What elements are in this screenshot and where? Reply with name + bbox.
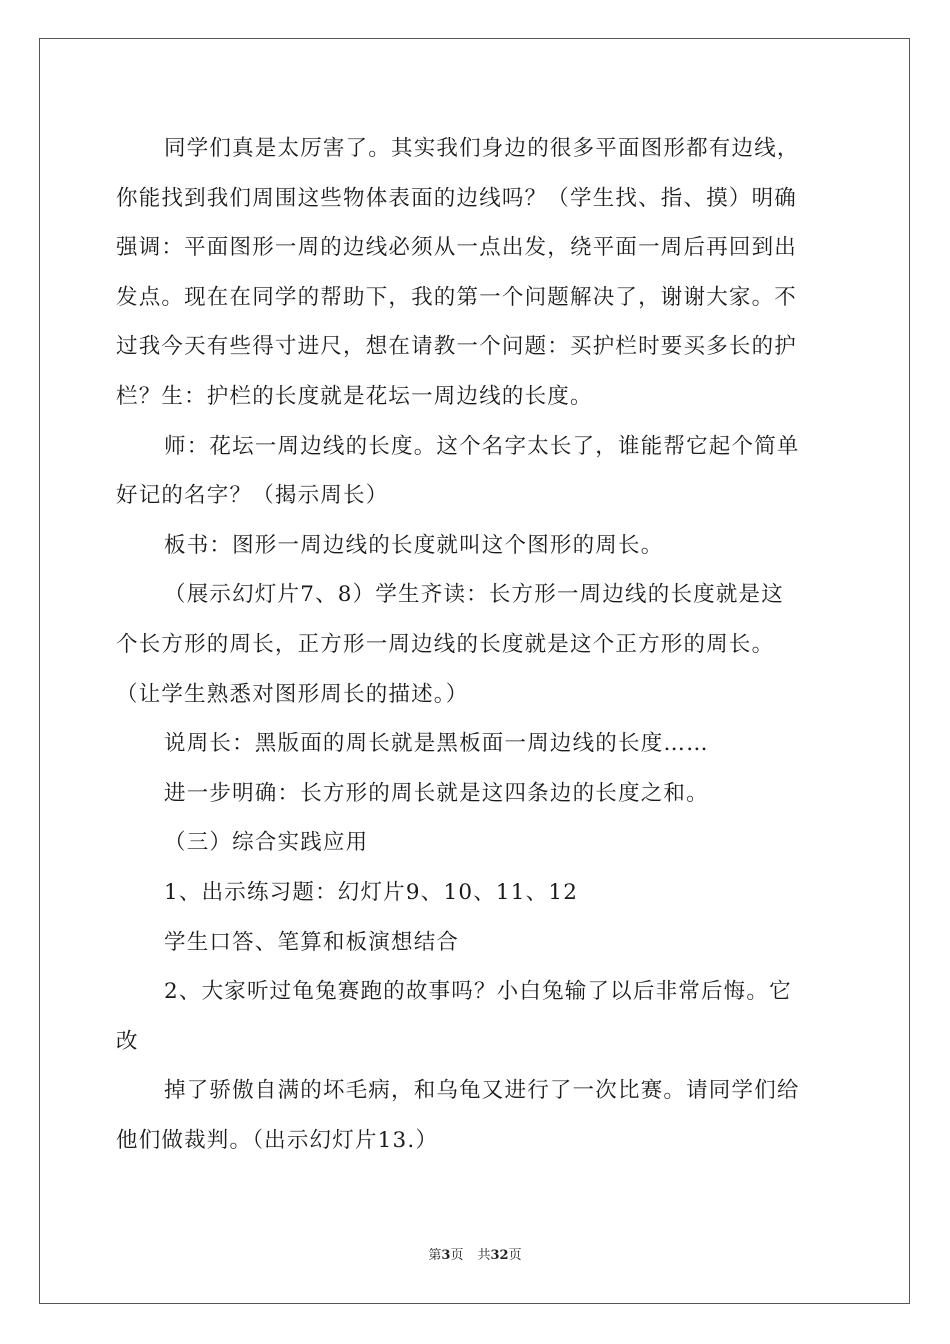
page-footer (0, 1244, 950, 1263)
paragraph-line: 1、出示练习题：幻灯片9、10、11、12 (164, 879, 579, 905)
paragraph-line: 板书：图形一周边线的长度就叫这个图形的周长。 (164, 532, 664, 558)
paragraph-line: 改 (116, 1028, 139, 1054)
paragraph-line: 个长方形的周长，正方形一周边线的长度就是这个正方形的周长。 (116, 631, 775, 657)
paragraph-line: 师：花坛一周边线的长度。这个名字太长了，谁能帮它起个简单 (164, 433, 800, 459)
document-body (116, 124, 836, 1165)
paragraph-line: 掉了骄傲自满的坏毛病，和乌龟又进行了一次比赛。请同学们给 (164, 1078, 800, 1104)
paragraph-line: 你能找到我们周围这些物体表面的边线吗？（学生找、指、摸）明确 (116, 185, 798, 211)
page-prefix: 第 (428, 1248, 442, 1263)
page-number: 3 (441, 1248, 451, 1263)
paragraph-line: 说周长：黑版面的周长就是黑板面一周边线的长度…… (164, 731, 709, 757)
paragraph-line: 强调：平面图形一周的边线必须从一点出发，绕平面一周后再回到出 (116, 235, 798, 261)
paragraph-line: （展示幻灯片7、8）学生齐读：长方形一周边线的长度就是这 (164, 582, 784, 608)
paragraph-line: 2、大家听过龟兔赛跑的故事吗？小白兔输了以后非常后悔。它 (164, 979, 792, 1005)
paragraph-line: 同学们真是太厉害了。其实我们身边的很多平面图形都有边线， (164, 136, 800, 161)
paragraph-line: 好记的名字？（揭示周长） (116, 483, 389, 509)
total-pages: 32 (490, 1248, 509, 1263)
page-suffix: 页 (450, 1248, 464, 1263)
paragraph-line: 发点。现在在同学的帮助下，我的第一个问题解决了，谢谢大家。不 (116, 284, 798, 310)
section-heading: （三）综合实践应用 (164, 830, 369, 856)
total-suffix: 页 (508, 1248, 522, 1263)
paragraph-line: （让学生熟悉对图形周长的描述。） (116, 681, 469, 707)
paragraph-line: 过我今天有些得寸进尺，想在请教一个问题：买护栏时要买多长的护 (116, 334, 798, 360)
paragraph-line: 进一步明确：长方形的周长就是这四条边的长度之和。 (164, 780, 709, 806)
paragraph-line: 学生口答、笔算和板演想结合 (164, 929, 460, 955)
paragraph-line: 栏？生：护栏的长度就是花坛一周边线的长度。 (116, 383, 593, 409)
paragraph-line: 他们做裁判。（出示幻灯片13.） (116, 1127, 439, 1153)
total-prefix: 共 (477, 1248, 491, 1263)
